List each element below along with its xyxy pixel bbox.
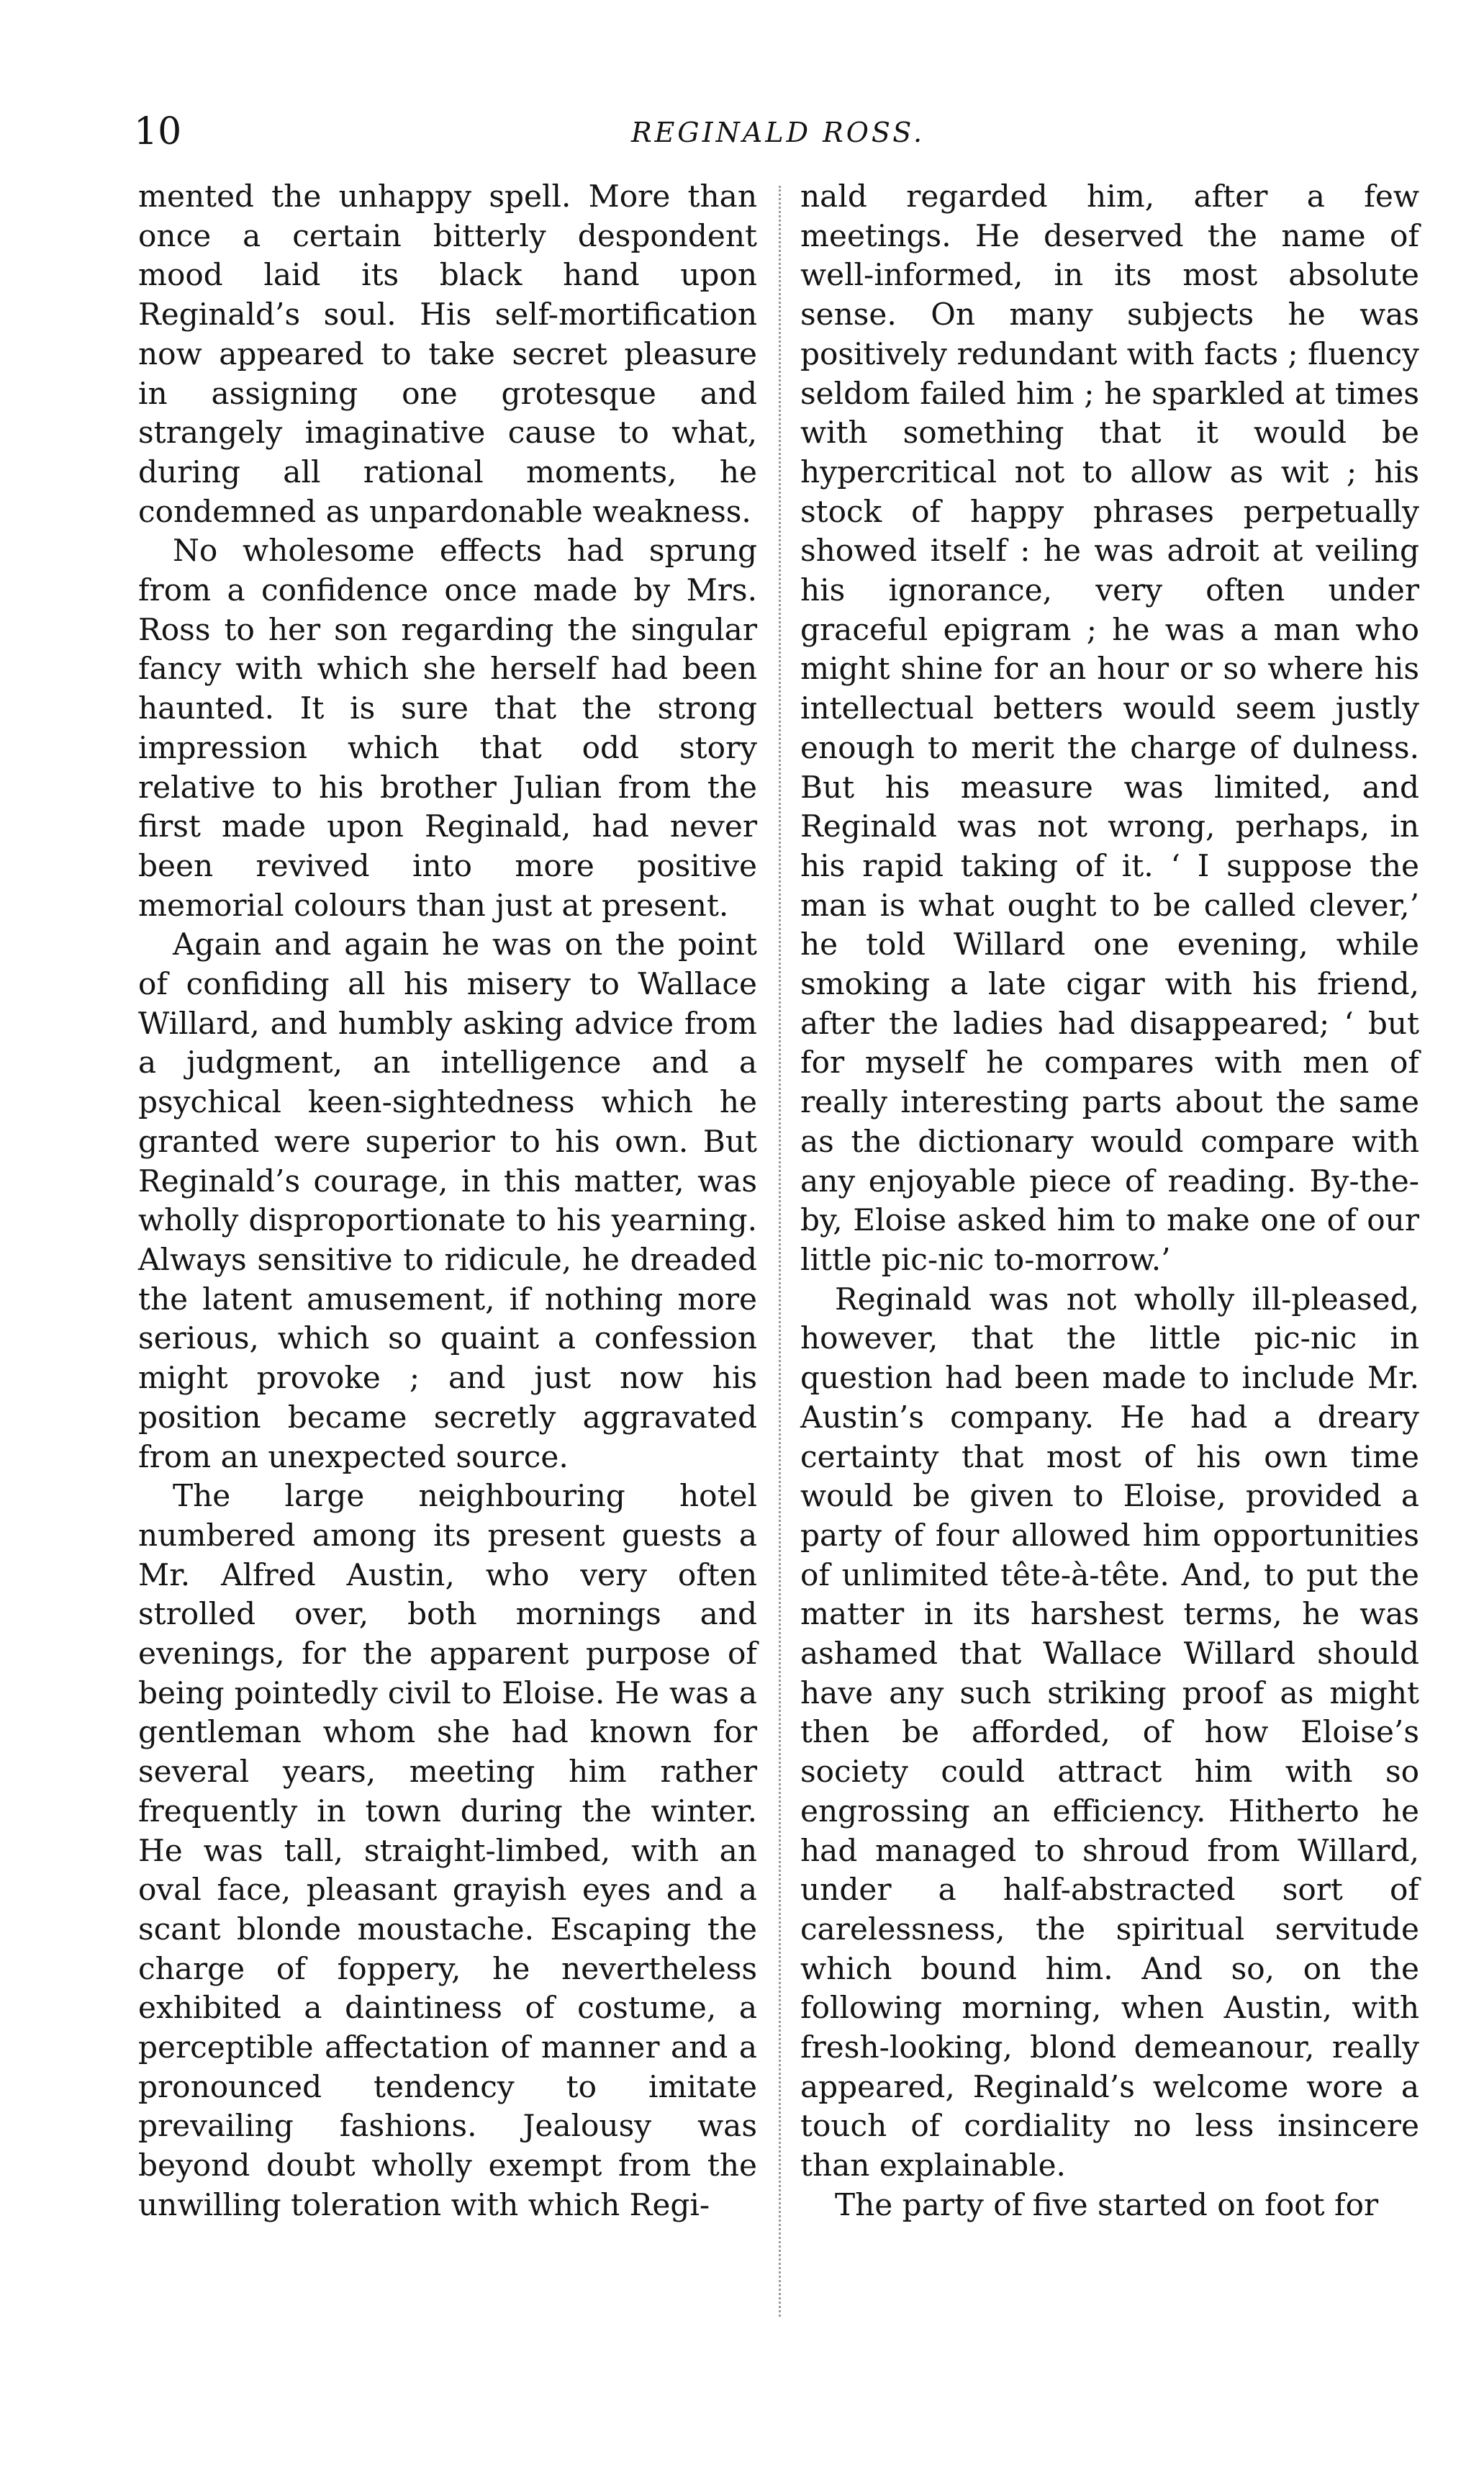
page-header	[134, 107, 1422, 164]
paragraph: Reginald was not wholly ill-pleased, however, that the little pic-nic in question had been made to include Mr. Austin’s company. He had a dreary certainty that most of his own time would be given to Eloise, provided a party of four allowed him opportunities of unlimited tête-à-tête. And, to put the matter in its harshest terms, he was ashamed that Wallace Willard should have any such striking proof as might then be afforded, of how Eloise’s society could attract him with so engrossing an efficiency. Hitherto he had managed to shroud from Willard, under a half-abstracted sort of carelessness, the spiritual servitude which bound him. And so, on the following morning, when Austin, with fresh-looking, blond demeanour, really appeared, Reginald’s welcome wore a touch of cordiality no less insincere than explainable.	[800, 1281, 1419, 2184]
running-title: REGINALD ROSS.	[630, 117, 926, 148]
column-divider	[779, 186, 781, 2317]
paragraph: The large neighbouring hotel numbered among its present guests a Mr. Alfred Austin, who very often strolled over, both mornings and evenings, for the apparent purpose of being pointedly civil to Eloise. He was a gentleman whom she had known for several years, meeting him rather frequently in town during the winter. He was tall, straight-limbed, with an oval face, pleasant grayish eyes and a scant blonde moustache. Escaping the charge of foppery, he nevertheless exhibited a daintiness of costume, a perceptible affectation of manner and a pronounced tendency to imitate prevailing fashions. Jealousy was beyond doubt wholly exempt from the unwilling toleration with which Regi-	[138, 1478, 757, 2222]
paragraph: No wholesome effects had sprung from a confidence once made by Mrs. Ross to her son regarding the singular fancy with which she herself had been haunted. It is sure that the strong impression which that odd story relative to his brother Julian from the first made upon Reginald, had never been revived into more positive memorial colours than just at present.	[138, 533, 757, 923]
right-column	[800, 177, 1419, 2225]
left-column	[138, 177, 757, 2225]
paragraph: Again and again he was on the point of confiding all his misery to Wallace Willard, and humbly asking advice from a judgment, an intelligence and a psychical keen-sightedness which he granted were superior to his own. But Reginald’s courage, in this matter, was wholly disproportionate to his yearning. Always sensitive to ridicule, he dreaded the latent amusement, if nothing more serious, which so quaint a confession might provoke ; and just now his position became secretly aggravated from an unexpected source.	[138, 927, 757, 1474]
paragraph: mented the unhappy spell. More than once a certain bitterly despondent mood laid its black hand upon Reginald’s soul. His self-mortification now appeared to take secret pleasure in assigning one grotesque and strangely imaginative cause to what, during all rational moments, he condemned as unpardonable weakness.	[138, 179, 757, 529]
paragraph: The party of five started on foot for	[835, 2186, 1379, 2222]
page-number: 10	[134, 110, 182, 153]
paragraph: nald regarded him, after a few meetings. He deserved the name of well-informed, in its most absolute sense. On many subjects he was positively redundant with facts ; fluency seldom failed him ; he sparkled at times with something that it would be hypercritical not to allow as wit ; his stock of happy phrases perpetually showed itself : he was adroit at veiling his ignorance, very often under graceful epigram ; he was a man who might shine for an hour or so where his intellectual betters would seem justly enough to merit the charge of dulness. But his measure was limited, and Reginald was not wrong, perhaps, in his rapid taking of it. ‘ I suppose the man is what ought to be called clever,’ he told Willard one evening, while smoking a late cigar with his friend, after the ladies had disappeared; ‘ but for myself he compares with men of really interesting parts about the same as the dictionary would compare with any enjoyable piece of reading. By-the-by, Eloise asked him to make one of our little pic-nic to-morrow.’	[800, 179, 1419, 1277]
